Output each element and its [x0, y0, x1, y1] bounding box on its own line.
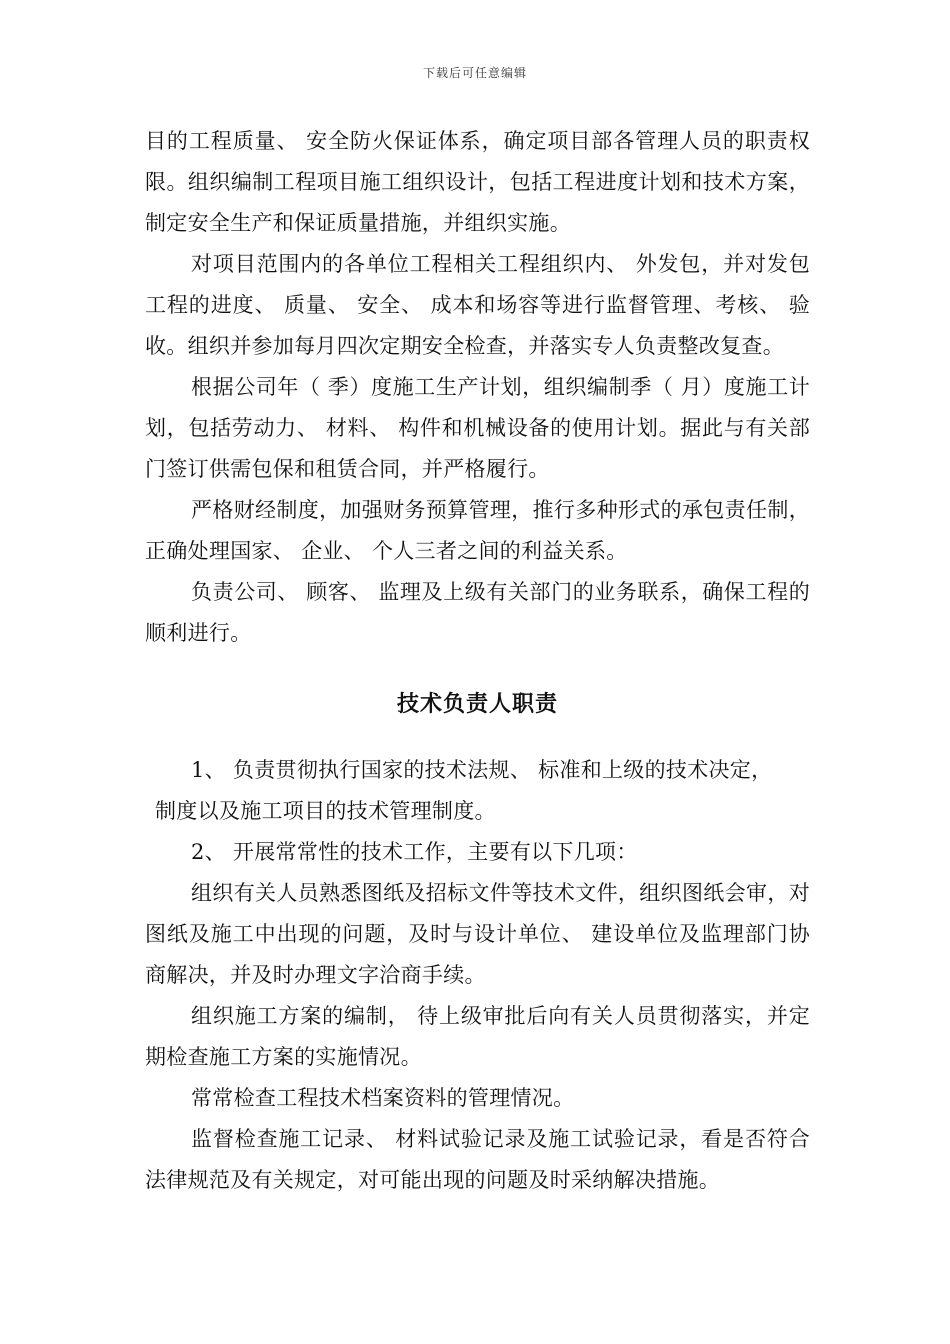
- paragraph-archive-inspection: 常常检查工程技术档案资料的管理情况。: [191, 1086, 575, 1110]
- header-note: 下载后可任意编辑: [422, 66, 527, 80]
- item-1-first-line: 1、 负责贯彻执行国家的技术法规、 标准和上级的技术决定，: [191, 758, 773, 782]
- paragraph-construction-plan: 根据公司年（ 季）度施工生产计划，组织编制季（ 月）度施工计划，包括劳动力、 材料、 构件和机械设备的使用计划。据此与有关部门签订供需包保和租赁合同，并严格履行。: [145, 375, 810, 481]
- paragraph-construction-scheme: 组织施工方案的编制， 待上级审批后向有关人员贯彻落实，并定期检查施工方案的实施情况。: [145, 1004, 810, 1069]
- document-body: [145, 121, 810, 1201]
- paragraph-records-supervision: 监督检查施工记录、 材料试验记录及施工试验记录，看是否符合法律规范及有关规定，对可能出现的问题及时采纳解决措施。: [145, 1127, 810, 1192]
- paragraph-business-contact: 负责公司、 顾客、 监理及上级有关部门的业务联系，确保工程的顺利进行。: [145, 580, 810, 645]
- paragraph-subcontract-management: 对项目范围内的各单位工程相关工程组织内、 外发包，并对发包工程的进度、 质量、 安全、 成本和场容等进行监督管理、考核、 验收。组织并参加每月四次定期安全检查，并落实专人负责整改复查。: [145, 252, 810, 358]
- section-title-technical-lead: 技术负责人职责: [396, 691, 558, 717]
- item-1-second-line: 制度以及施工项目的技术管理制度。: [155, 799, 496, 823]
- paragraph-project-responsibility-continued: 目的工程质量、 安全防火保证体系，确定项目部各管理人员的职责权限。组织编制工程项目施工组织设计，包括工程进度计划和技术方案，制定安全生产和保证质量措施，并组织实施。: [145, 129, 810, 235]
- paragraph-drawing-review: 组织有关人员熟悉图纸及招标文件等技术文件，组织图纸会审，对图纸及施工中出现的问题，及时与设计单位、 建设单位及监理部门协商解决，并及时办理文字洽商手续。: [145, 881, 810, 987]
- item-2: 2、 开展常常性的技术工作，主要有以下几项：: [191, 840, 638, 864]
- paragraph-financial-system: 严格财经制度，加强财务预算管理，推行多种形式的承包责任制，正确处理国家、 企业、 个人三者之间的利益关系。: [145, 498, 810, 563]
